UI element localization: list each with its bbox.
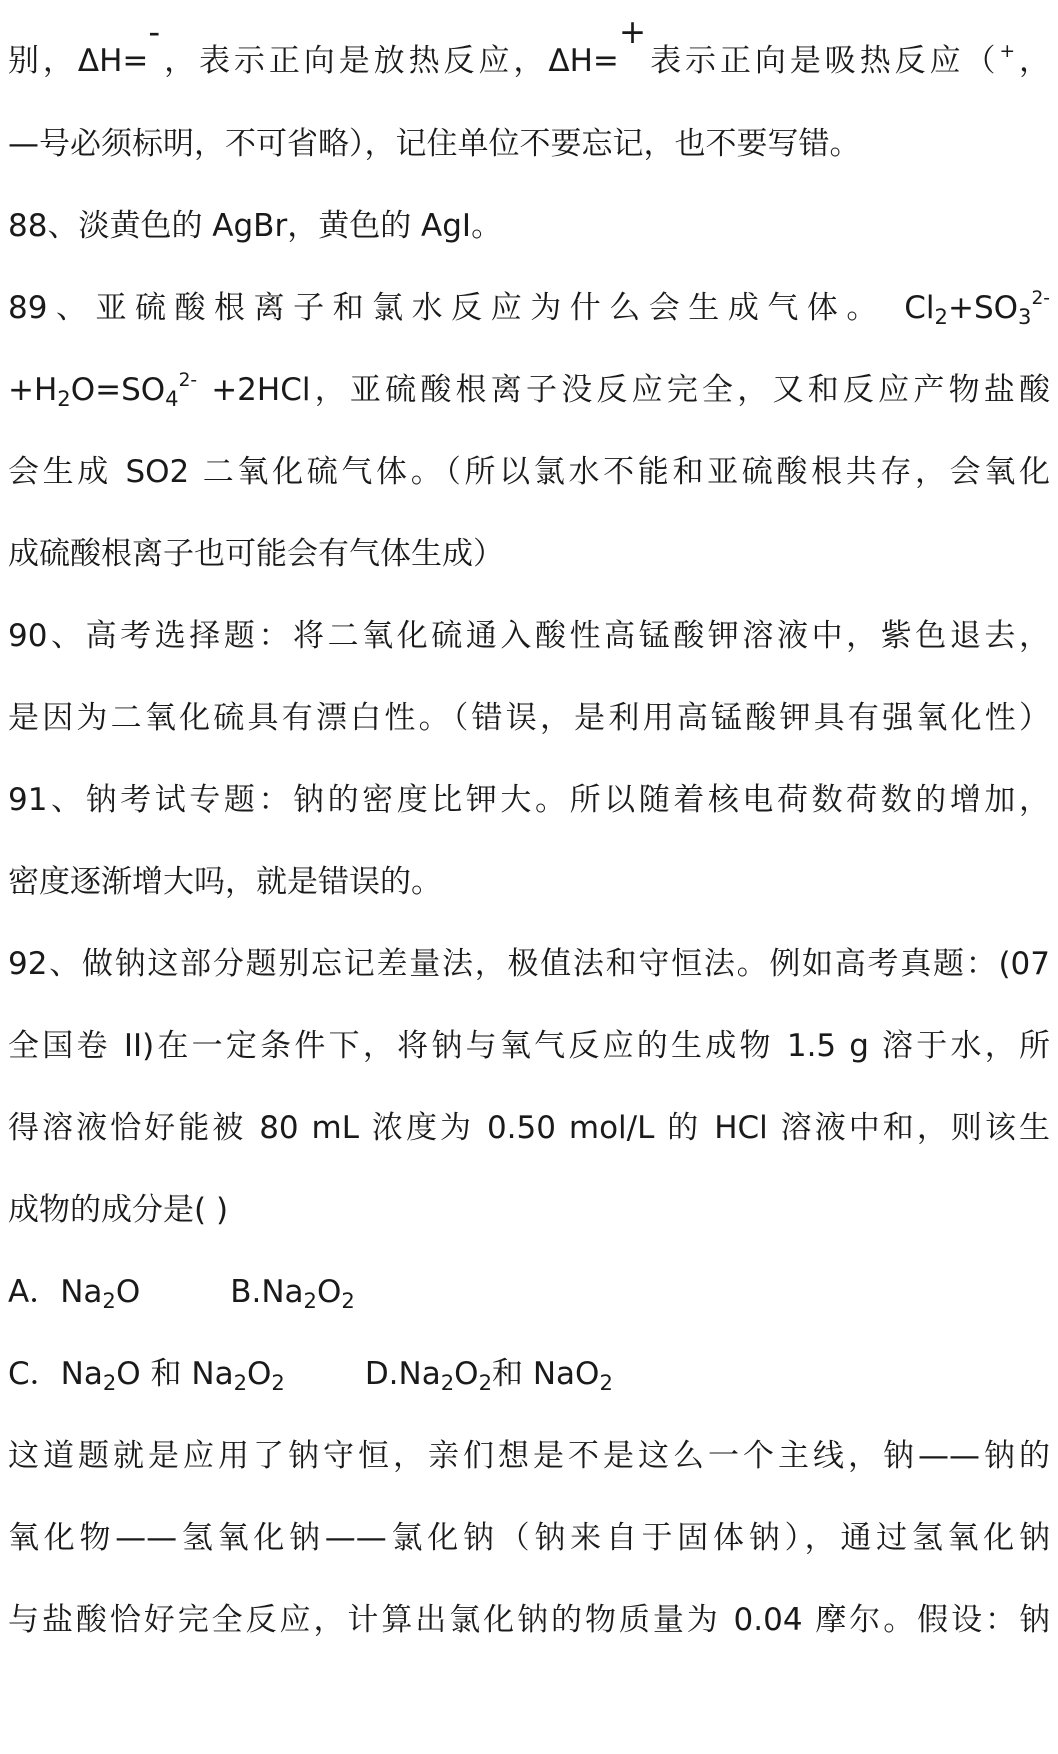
text-line-14: 得溶液恰好能被 80 mL 浓度为 0.50 mol/L 的 HCl 溶液中和，则该生 [8, 1110, 1050, 1146]
text-line-11: 密度逐渐增大吗，就是错误的。 [8, 864, 442, 900]
text-line-15: 成物的成分是( ) [8, 1192, 229, 1228]
text-line-18: 这道题就是应用了钠守恒，亲们想是不是这么一个主线，钠——钠的 [8, 1438, 1050, 1474]
text-line-9: 是因为二氧化硫具有漂白性。（错误，是利用高锰酸钾具有强氧化性） [8, 700, 1050, 736]
text-line-13: 全国卷 II)在一定条件下，将钠与氧气反应的生成物 1.5 g 溶于水，所 [8, 1028, 1050, 1064]
options-line-cd [8, 1352, 1050, 1396]
text-line-1: 别，ΔH=-，表示正向是放热反应，ΔH=+表示正向是吸热反应（+， [8, 38, 1050, 82]
text-line-4: 89、亚硫酸根离子和氯水反应为什么会生成气体。 $Cl_2+SO_3^{2-}$ [8, 288, 1050, 329]
text-line-8: 90、高考选择题：将二氧化硫通入酸性高锰酸钾溶液中，紫色退去， [8, 618, 1050, 654]
option-b: $B.Na_2O_2$ [230, 1274, 355, 1313]
option-c: C．$Na_2O$ 和 $Na_2O_2$ [8, 1356, 285, 1395]
option-a: A．$Na_2O$ [8, 1274, 141, 1313]
minus-sign: - [148, 13, 161, 52]
text-line-19: 氧化物——氢氧化钠——氯化钠（钠来自于固体钠），通过氢氧化钠 [8, 1520, 1050, 1556]
text-line-5: $+H_2O=SO_4^{2-} +2HCl$，亚硫酸根离子没反应完全，又和反应产物盐酸 [8, 370, 1050, 411]
option-d: $D.Na_2O_2$和 NaO$_2$ [364, 1356, 613, 1395]
text-line-10: 91、钠考试专题：钠的密度比钾大。所以随着核电荷数荷数的增加， [8, 782, 1050, 818]
text-line-6: 会生成 SO2 二氧化硫气体。（所以氯水不能和亚硫酸根共存，会氧化 [8, 454, 1050, 490]
plus-sign: + [618, 13, 647, 52]
text-line-3: 88、淡黄色的 AgBr，黄色的 AgI。 [8, 208, 503, 244]
text-line-20: 与盐酸恰好完全反应，计算出氯化钠的物质量为 0.04 摩尔。假设：钠 [8, 1602, 1050, 1638]
text-line-12: 92、做钠这部分题别忘记差量法，极值法和守恒法。例如高考真题：(07 [8, 946, 1050, 982]
text-line-7: 成硫酸根离子也可能会有气体生成） [8, 536, 504, 572]
text-line-2: —号必须标明，不可省略），记住单位不要忘记，也不要写错。 [8, 126, 861, 162]
options-line-ab [8, 1270, 1050, 1314]
